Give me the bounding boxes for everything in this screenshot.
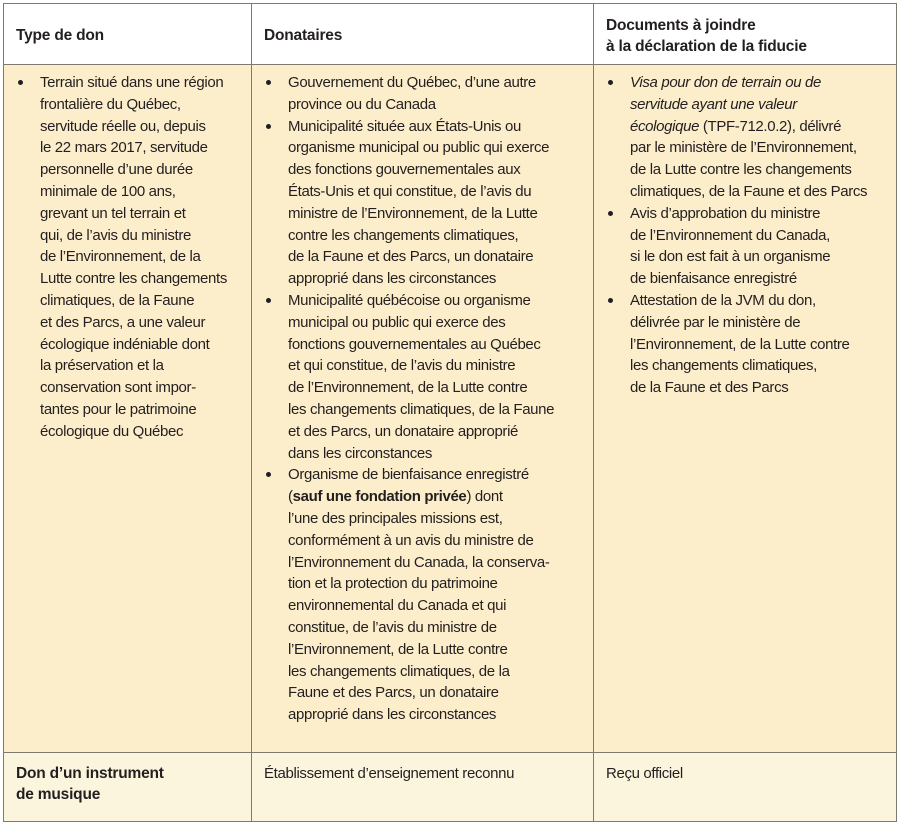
donataire-line: Gouvernement du Québec, d’une autre — [288, 74, 536, 91]
donataire-line: les changements climatiques, de la Faune — [288, 400, 555, 418]
type-line: frontalière du Québec, — [40, 95, 181, 113]
header-documents-line1: Documents à joindre — [606, 17, 756, 34]
document-line: les changements climatiques, — [630, 357, 817, 375]
donataire-line: Organisme de bienfaisance enregistré — [288, 466, 529, 484]
donataire-line: approprié dans les circonstances — [288, 270, 497, 288]
document-title-line: Visa pour don de terrain ou de — [630, 74, 822, 91]
document-line: de bienfaisance enregistré — [630, 270, 797, 288]
donataire-line: organisme municipal ou public qui exerce — [288, 139, 550, 157]
document-line: de la Faune et des Parcs — [630, 379, 789, 397]
donataire-line: et qui constitue, de l’avis du ministre — [288, 357, 516, 375]
type-line: conservation sont impor- — [40, 379, 196, 397]
donataires-list — [259, 72, 587, 726]
type-line: le 22 mars 2017, servitude — [40, 139, 208, 157]
donataire-line: l’une des principales missions est, — [288, 509, 503, 527]
donataire-line: environnemental du Canada et qui — [288, 597, 507, 615]
document-line: l’Environnement, de la Lutte contre — [630, 335, 850, 353]
donataire-paren: ) dont — [466, 488, 503, 506]
header-documents-line2: à la déclaration de la fiducie — [606, 38, 807, 55]
document-line: Attestation de la JVM du don, — [630, 291, 816, 309]
donataire-exclusion: sauf une fondation privée — [292, 488, 467, 506]
document-title-line: servitude ayant une valeur — [630, 95, 797, 113]
donataire-line: l’Environnement du Canada, la conserva- — [288, 553, 550, 571]
document-line: si le don est fait à un organisme — [630, 248, 831, 266]
type-line: climatiques, de la Faune — [40, 291, 195, 309]
type-line: la préservation et la — [40, 357, 164, 375]
type-line: qui, de l’avis du ministre — [40, 226, 191, 244]
list-item — [601, 290, 890, 399]
list-item — [601, 203, 890, 290]
type-line: grevant un tel terrain et — [40, 204, 186, 222]
donataire-line: fonctions gouvernementales au Québec — [288, 335, 541, 353]
type-line: écologique du Québec — [40, 422, 184, 440]
cell-donataire-instrument: Établissement d’enseignement reconnu — [252, 753, 594, 822]
type-line: servitude réelle ou, depuis — [40, 117, 206, 135]
donataire-paren: ( — [288, 488, 293, 506]
donataire-line: États-Unis et qui constitue, de l’avis du — [288, 182, 532, 200]
donataire-line: approprié dans les circonstances — [288, 706, 497, 724]
donataire-line: de l’Environnement, de la Lutte contre — [288, 379, 528, 397]
table-row — [4, 753, 897, 822]
type-line: de l’Environnement, de la — [40, 248, 201, 266]
type-line: tantes pour le patrimoine — [40, 400, 197, 418]
document-line: de la Lutte contre les changements — [630, 161, 852, 179]
donataire-line: Municipalité québécoise ou organisme — [288, 291, 531, 309]
type-line: personnelle d’une durée — [40, 161, 193, 179]
table-row — [4, 65, 897, 753]
donataire-line: constitue, de l’avis du ministre de — [288, 618, 497, 636]
list-item — [259, 72, 587, 116]
cell-type-instrument — [4, 753, 252, 822]
cell-document-instrument: Reçu officiel — [594, 753, 897, 822]
table-header-row — [4, 4, 897, 65]
donataire-line: tion et la protection du patrimoine — [288, 575, 498, 593]
document-line: climatiques, de la Faune et des Parcs — [630, 182, 868, 200]
document-line: par le ministère de l’Environnement, — [630, 139, 857, 157]
document-title-line: écologique — [630, 117, 700, 135]
donataire-line: municipal ou public qui exerce des — [288, 313, 506, 331]
gifts-table — [3, 3, 897, 822]
list-item — [11, 72, 245, 443]
document-line: délivrée par le ministère de — [630, 313, 801, 331]
donataire-line: province ou du Canada — [288, 95, 436, 113]
instrument-line2: de musique — [16, 786, 101, 803]
list-item — [259, 464, 587, 726]
type-line: Terrain situé dans une région — [40, 74, 224, 91]
donataire-line: et des Parcs, un donataire approprié — [288, 422, 519, 440]
donataire-line: les changements climatiques, de la — [288, 662, 510, 680]
header-type-de-don: Type de don — [4, 4, 252, 65]
instrument-line1: Don d’un instrument — [16, 765, 164, 782]
list-item — [259, 290, 587, 464]
documents-list — [601, 72, 890, 399]
donataire-line: contre les changements climatiques, — [288, 226, 519, 244]
header-documents — [594, 4, 897, 65]
donataire-line: conformément à un avis du ministre de — [288, 531, 534, 549]
list-item — [601, 72, 890, 203]
donataire-line: ministre de l’Environnement, de la Lutte — [288, 204, 538, 222]
donataire-line: de la Faune et des Parcs, un donataire — [288, 248, 534, 266]
header-donataires: Donataires — [252, 4, 594, 65]
cell-type-de-don — [4, 65, 252, 753]
list-item — [259, 116, 587, 290]
donataire-line: Faune et des Parcs, un donataire — [288, 684, 499, 702]
type-line: Lutte contre les changements — [40, 270, 227, 288]
donataire-line: Municipalité située aux États-Unis ou — [288, 117, 522, 135]
donataire-line: dans les circonstances — [288, 444, 433, 462]
cell-documents — [594, 65, 897, 753]
type-line: minimale de 100 ans, — [40, 182, 176, 200]
donataire-line: l’Environnement, de la Lutte contre — [288, 640, 508, 658]
type-line: et des Parcs, a une valeur — [40, 313, 206, 331]
type-list — [11, 72, 245, 443]
document-line: de l’Environnement du Canada, — [630, 226, 830, 244]
donataire-line: des fonctions gouvernementales aux — [288, 161, 521, 179]
document-line: Avis d’approbation du ministre — [630, 204, 821, 222]
cell-donataires — [252, 65, 594, 753]
document-line: (TPF-712.0.2), délivré — [699, 117, 842, 135]
type-line: écologique indéniable dont — [40, 335, 210, 353]
